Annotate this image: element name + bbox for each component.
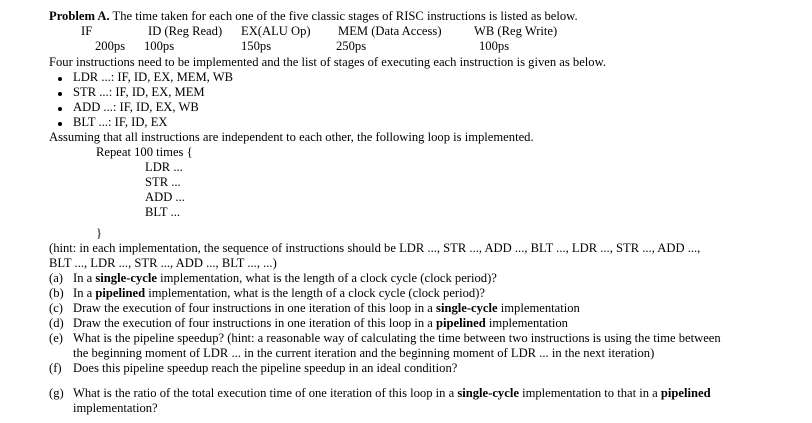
question-text: implementation to that in a bbox=[518, 386, 661, 400]
question-d bbox=[73, 316, 568, 330]
hint-line-1: (hint: in each implementation, the sequence of instructions should be LDR ..., STR ..., ADD ..., BLT ..., LDR ..., STR ..., ADD ..., bbox=[49, 241, 701, 255]
question-text: Draw the execution of four instructions in one iteration of this loop in a bbox=[73, 316, 437, 330]
problem-intro: The time taken for each one of the five classic stages of RISC instructions is listed as below. bbox=[109, 9, 578, 23]
question-text: implementation bbox=[497, 301, 580, 315]
question-emphasis: single-cycle bbox=[436, 301, 498, 315]
question-emphasis: pipelined bbox=[95, 286, 146, 300]
question-g-line-2: implementation? bbox=[73, 401, 158, 415]
instruction-item-ldr: LDR ...: IF, ID, EX, MEM, WB bbox=[73, 70, 234, 84]
question-text: What is the ratio of the total execution time of one iteration of this loop in a bbox=[73, 386, 458, 400]
question-emphasis: single-cycle bbox=[457, 386, 519, 400]
question-marker: (f) bbox=[49, 361, 62, 375]
stage-header-wb: WB (Reg Write) bbox=[474, 24, 558, 38]
question-emphasis: pipelined bbox=[436, 316, 486, 330]
instruction-item-blt: BLT ...: IF, ID, EX bbox=[73, 115, 168, 129]
stage-header-id: ID (Reg Read) bbox=[148, 24, 223, 38]
question-text: In a bbox=[73, 286, 96, 300]
question-c bbox=[73, 301, 580, 315]
instruction-item-str: STR ...: IF, ID, EX, MEM bbox=[73, 85, 205, 99]
loop-header: Repeat 100 times { bbox=[96, 145, 193, 159]
stage-header-mem: MEM (Data Access) bbox=[338, 24, 442, 38]
question-b bbox=[73, 286, 485, 300]
question-marker: (d) bbox=[49, 316, 64, 330]
bullet-icon bbox=[58, 77, 62, 81]
loop-assumption: Assuming that all instructions are independent to each other, the following loop is implemented. bbox=[49, 130, 534, 144]
hint-line-2: BLT ..., LDR ..., STR ..., ADD ..., BLT ..., ...) bbox=[49, 256, 277, 270]
question-a bbox=[73, 271, 497, 285]
stage-header-if: IF bbox=[81, 24, 93, 38]
bullet-icon bbox=[58, 122, 62, 126]
bullet-icon bbox=[58, 92, 62, 96]
loop-line: ADD ... bbox=[145, 190, 185, 204]
loop-close: } bbox=[96, 226, 103, 240]
stage-time-wb: 100ps bbox=[479, 39, 510, 53]
instruction-item-add: ADD ...: IF, ID, EX, WB bbox=[73, 100, 199, 114]
bullet-icon bbox=[58, 107, 62, 111]
question-text: implementation, what is the length of a clock cycle (clock period)? bbox=[145, 286, 486, 300]
question-text: implementation, what is the length of a clock cycle (clock period)? bbox=[156, 271, 497, 285]
question-g bbox=[73, 386, 711, 400]
question-e-line-2: the beginning moment of LDR ... in the current iteration and the beginning moment of LDR ... in the next iteration) bbox=[73, 346, 655, 360]
question-marker: (b) bbox=[49, 286, 64, 300]
question-marker: (a) bbox=[49, 271, 63, 285]
stage-time-id: 100ps bbox=[144, 39, 175, 53]
stage-time-ex: 150ps bbox=[241, 39, 272, 53]
question-marker: (g) bbox=[49, 386, 64, 400]
question-marker: (e) bbox=[49, 331, 63, 345]
question-marker: (c) bbox=[49, 301, 63, 315]
loop-line: LDR ... bbox=[145, 160, 183, 174]
stage-time-mem: 250ps bbox=[336, 39, 367, 53]
loop-line: BLT ... bbox=[145, 205, 180, 219]
question-emphasis: single-cycle bbox=[95, 271, 157, 285]
question-emphasis: pipelined bbox=[660, 386, 711, 400]
question-text: In a bbox=[73, 271, 96, 285]
question-text: Draw the execution of four instructions in one iteration of this loop in a bbox=[73, 301, 437, 315]
instructions-intro: Four instructions need to be implemented and the list of stages of executing each instruction is given as below. bbox=[49, 55, 607, 69]
question-e-line-1: What is the pipeline speedup? (hint: a reasonable way of calculating the time between two instructions is using the time between bbox=[73, 331, 721, 345]
stage-time-if: 200ps bbox=[95, 39, 126, 53]
problem-title: Problem A. bbox=[49, 9, 110, 23]
question-text: implementation bbox=[485, 316, 568, 330]
stage-header-ex: EX(ALU Op) bbox=[241, 24, 311, 38]
loop-line: STR ... bbox=[145, 175, 181, 189]
question-f: Does this pipeline speedup reach the pipeline speedup in an ideal condition? bbox=[73, 361, 458, 375]
problem-statement bbox=[49, 9, 578, 23]
